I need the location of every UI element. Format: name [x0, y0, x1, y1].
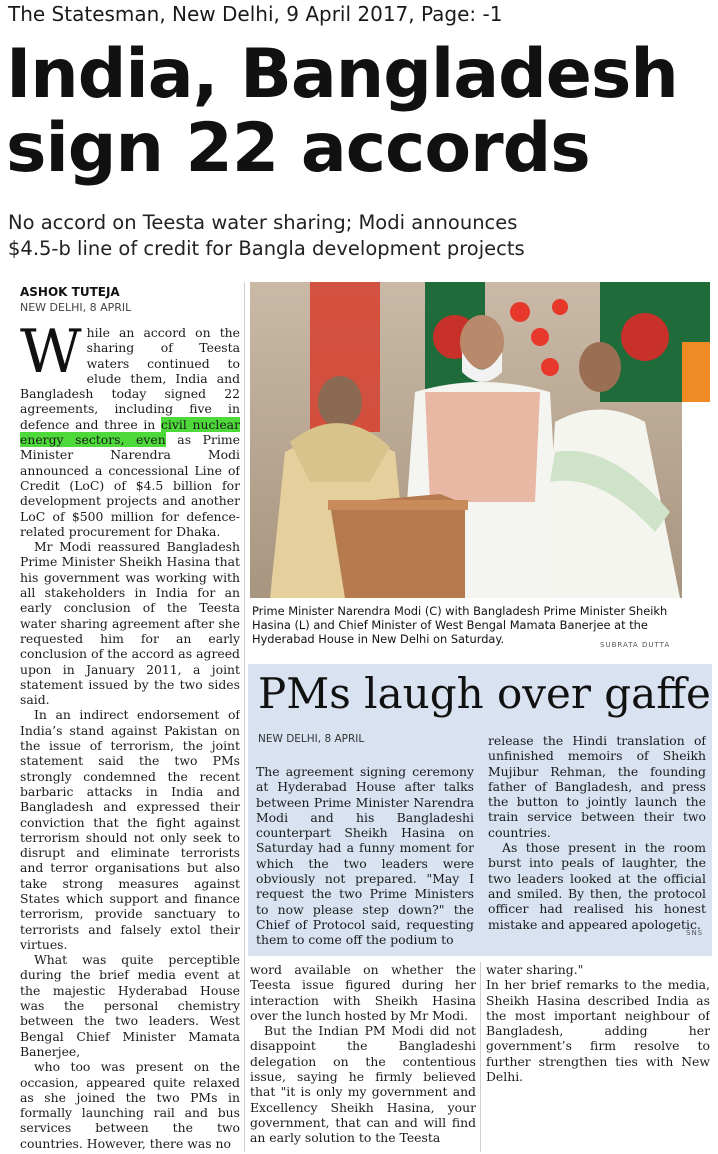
sidebar-paragraph-2: As those present in the room burst into peals of laughter, the two leaders looked at the official and smiled. By then, the protocol officer had realised his honest mistake and appeared apologetic. [488, 840, 706, 932]
headline-line-1: India, Bangladesh [6, 35, 678, 114]
drop-cap: W [20, 325, 82, 387]
column-rule [480, 962, 481, 1152]
highlighted-text: civil nuclear energy sectors, even [20, 416, 240, 448]
sidebar-signature: SNS [686, 929, 704, 937]
article-text-continued: In her brief remarks to the media, Sheikh Hasina described India as the most important neighbour of Bangladesh, adding her government’s firm resolve to further strengthen ties with New Delhi. [486, 977, 710, 1085]
article-column-3 [486, 962, 710, 1152]
article-text-continued: water sharing." [486, 962, 584, 977]
article-paragraph-3: In an indirect endorsement of India’s stand against Pakistan on the issue of terrorism, the joint statement said the two PMs strongly condemned the recent barbaric attacks in India and Bangladesh and expressed their conviction that the fight against terrorism should not only seek to disrupt and eliminate terrorists and terror organisations but also take strong measures against States which support and finance terrorism, provide sanctuary to terrorists and falsely extol their virtues. [20, 707, 240, 952]
article-column-1 [20, 325, 240, 1153]
sidebar-title: PMs laugh over gaffe [258, 669, 711, 718]
article-paragraph-1 [20, 325, 240, 539]
article-text-continued: release the Hindi translation of unfinished memoirs of Sheikh Mujibur Rehman, the founding father of Bangladesh, and press the button to jointly launch the train service between their two countries. [488, 733, 706, 840]
sidebar-column-1 [256, 764, 474, 950]
sidebar-paragraph-1-continued [488, 733, 706, 840]
subheadline [8, 210, 708, 262]
article-paragraph-4: What was quite perceptible during the brief media event at the majestic Hyderabad House was the personal chemistry between the two leaders. West Bengal Chief Minister Mamata Banerjee, [20, 952, 240, 1059]
photo-caption: Prime Minister Narendra Modi (C) with Bangladesh Prime Minister Sheikh Hasina (L) and Chief Minister of West Bengal Mamata Banerjee at the Hyderabad House in New Delhi on Saturday. [252, 604, 668, 646]
article-paragraph-5: who too was present on the occasion, appeared quite relaxed as she joined the two PMs in formally launching rail and bus services between the two countries. However, there was no [20, 1059, 240, 1151]
article-text-continued: word available on whether the Teesta issue figured during her interaction with Sheikh Hasina over the lunch hosted by Mr Modi. [250, 962, 476, 1023]
article-paragraph-2: Mr Modi reassured Bangladesh Prime Minister Sheikh Hasina that his government was working with all stakeholders in India for an early conclusion of the Teesta water sharing agreement after she requested him for an early conclusion of the accord as agreed upon in January 2011, a joint statement issued by the two sides said. [20, 539, 240, 708]
subhead-line-1: No accord on Teesta water sharing; Modi announces [8, 211, 518, 234]
sidebar-column-2 [488, 733, 706, 945]
article-column-3-text [486, 962, 710, 1084]
subhead-line-2: $4.5-b line of credit for Bangla development projects [8, 237, 525, 260]
headline-line-2: sign 22 accords [6, 109, 590, 188]
article-text: as Prime Minister Narendra Modi announced a concessional Line of Credit (LoC) of $4.5 billion for development projects and another LoC of $500 million for defence-related procurement for Dhaka. [20, 432, 240, 539]
sidebar-dateline: NEW DELHI, 8 APRIL [258, 733, 365, 745]
source-line: The Statesman, New Delhi, 9 April 2017, Page: -1 [8, 2, 503, 26]
article-column-2 [250, 962, 476, 1152]
sidebar-paragraph-1: The agreement signing ceremony at Hyderabad House after talks between Prime Minister Narendra Modi and his Bangladeshi counterpart Sheikh Hasina on Saturday had a funny moment for which the two leaders were obviously not prepared. "May I request the two Prime Ministers to now please step down?" the Chief of Protocol said, requesting them to come off the podium to [256, 764, 474, 948]
byline: ASHOK TUTEJA [20, 285, 120, 299]
news-photo [250, 282, 710, 598]
article-column-2-text [250, 962, 476, 1146]
dateline: NEW DELHI, 8 APRIL [20, 301, 132, 314]
photo-credit: SUBRATA DUTTA [600, 641, 671, 649]
photo-illustration [250, 282, 710, 598]
headline [6, 35, 718, 188]
article-text: hile an accord on the sharing of Teesta waters continued to elude them, India and Bangladesh today signed 22 agreements, including five in defence and three in [20, 325, 240, 432]
article-paragraph-6: But the Indian PM Modi did not disappoint the Bangladeshi delegation on the contentious issue, saying he firmly believed that "it is only my government and Excellency Sheikh Hasina, your government, that can and will find an early solution to the Teesta [250, 1023, 476, 1146]
column-rule [244, 282, 245, 1152]
